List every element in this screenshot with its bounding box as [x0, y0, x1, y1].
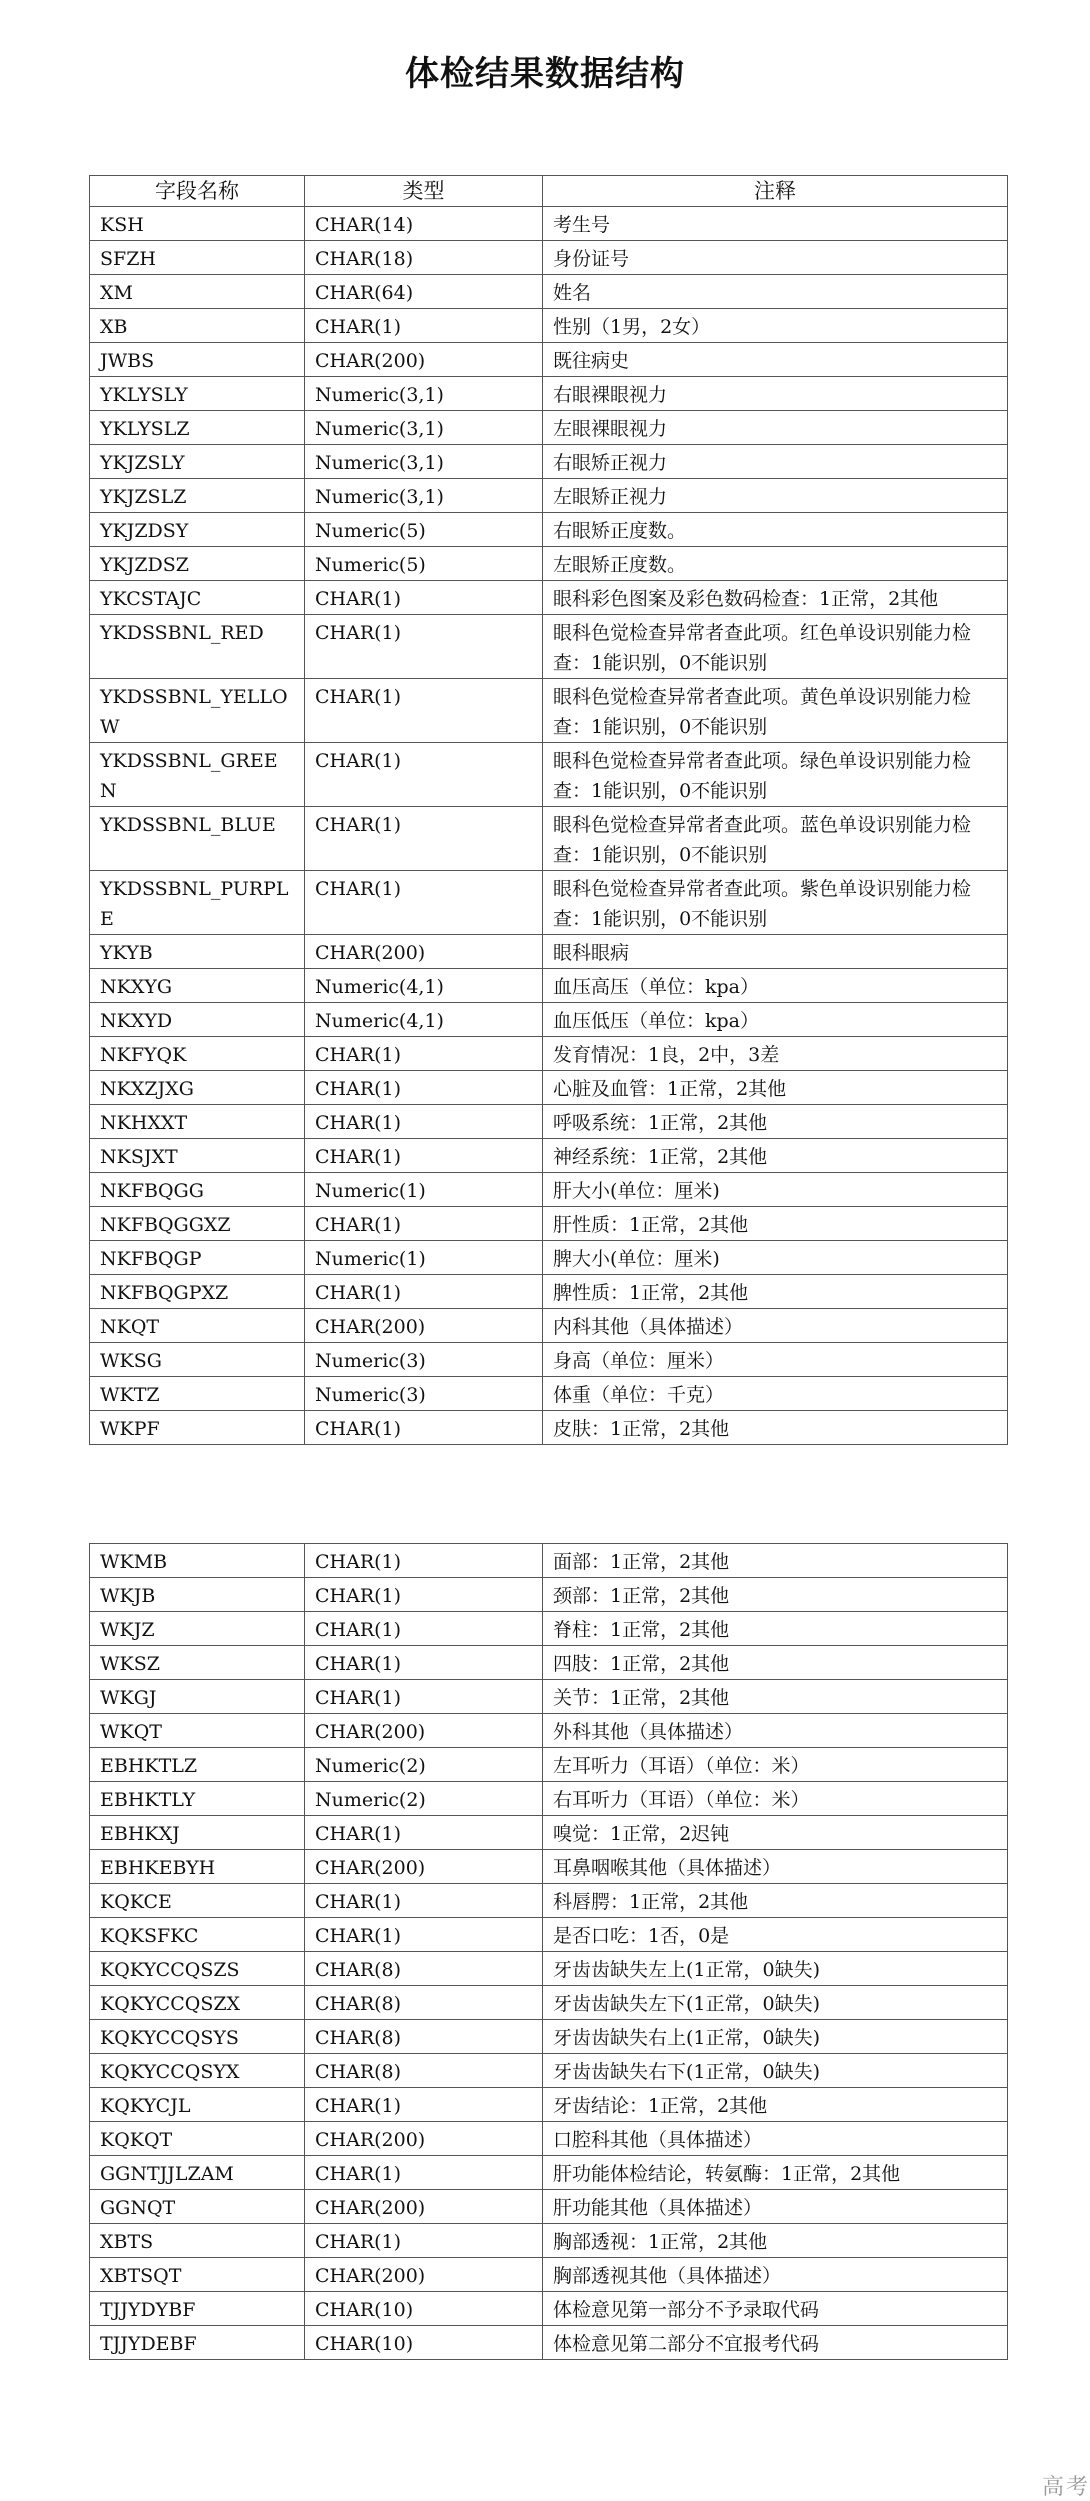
type-cell: CHAR(200): [305, 2258, 543, 2292]
field-name-cell: NKHXXT: [90, 1105, 305, 1139]
field-name-cell: SFZH: [90, 241, 305, 275]
field-name-cell: WKSG: [90, 1343, 305, 1377]
note-cell: 体检意见第一部分不予录取代码: [543, 2292, 1008, 2326]
note-cell: 嗅觉：1正常，2迟钝: [543, 1816, 1008, 1850]
note-cell: 右眼裸眼视力: [543, 377, 1008, 411]
type-cell: CHAR(1): [305, 581, 543, 615]
type-cell: Numeric(3): [305, 1343, 543, 1377]
field-name-cell: KQKSFKC: [90, 1918, 305, 1952]
field-name-cell: NKXZJXG: [90, 1071, 305, 1105]
note-cell: 眼科色觉检查异常者查此项。红色单设识别能力检查：1能识别，0不能识别: [543, 615, 1008, 679]
field-name-cell: YKDSSBNL_BLUE: [90, 807, 305, 871]
type-cell: CHAR(1): [305, 1918, 543, 1952]
table-row: [90, 1748, 1008, 1782]
note-cell: 脾性质：1正常，2其他: [543, 1275, 1008, 1309]
table-row: [90, 1578, 1008, 1612]
type-cell: CHAR(200): [305, 2122, 543, 2156]
table-row: [90, 1207, 1008, 1241]
note-cell: 皮肤：1正常，2其他: [543, 1411, 1008, 1445]
type-cell: Numeric(3,1): [305, 411, 543, 445]
table-row: [90, 1918, 1008, 1952]
note-cell: 血压高压（单位：kpa）: [543, 969, 1008, 1003]
table-row: [90, 2190, 1008, 2224]
note-cell: 性别（1男，2女）: [543, 309, 1008, 343]
watermark-text: 高考: [1041, 2475, 1090, 2500]
type-cell: Numeric(3): [305, 1377, 543, 1411]
type-cell: CHAR(8): [305, 1986, 543, 2020]
table-row: [90, 411, 1008, 445]
field-name-cell: KSH: [90, 207, 305, 241]
field-name-cell: GGNQT: [90, 2190, 305, 2224]
note-cell: 四肢：1正常，2其他: [543, 1646, 1008, 1680]
field-name-cell: WKJZ: [90, 1612, 305, 1646]
type-cell: Numeric(2): [305, 1782, 543, 1816]
note-cell: 右耳听力（耳语）（单位：米）: [543, 1782, 1008, 1816]
note-cell: 左耳听力（耳语）（单位：米）: [543, 1748, 1008, 1782]
field-name-cell: NKFBQGGXZ: [90, 1207, 305, 1241]
type-cell: CHAR(1): [305, 615, 543, 679]
data-structure-table-continued: [89, 1543, 1008, 2360]
field-name-cell: YKDSSBNL_GREEN: [90, 743, 305, 807]
type-cell: Numeric(2): [305, 1748, 543, 1782]
type-cell: CHAR(200): [305, 1850, 543, 1884]
table-row: [90, 935, 1008, 969]
field-name-cell: YKJZSLY: [90, 445, 305, 479]
field-name-cell: YKLYSLZ: [90, 411, 305, 445]
note-cell: 眼科色觉检查异常者查此项。黄色单设识别能力检查：1能识别，0不能识别: [543, 679, 1008, 743]
type-cell: Numeric(5): [305, 547, 543, 581]
field-name-cell: TJJYDEBF: [90, 2326, 305, 2360]
type-cell: CHAR(1): [305, 1037, 543, 1071]
type-cell: Numeric(5): [305, 513, 543, 547]
type-cell: CHAR(1): [305, 2224, 543, 2258]
header-field-name: 字段名称: [90, 176, 305, 207]
field-name-cell: YKJZDSY: [90, 513, 305, 547]
table-row: [90, 2224, 1008, 2258]
type-cell: CHAR(1): [305, 1680, 543, 1714]
table-row: [90, 1680, 1008, 1714]
table-row: [90, 1037, 1008, 1071]
note-cell: 肝功能其他（具体描述）: [543, 2190, 1008, 2224]
type-cell: CHAR(8): [305, 2020, 543, 2054]
note-cell: 牙齿结论：1正常，2其他: [543, 2088, 1008, 2122]
type-cell: CHAR(1): [305, 1816, 543, 1850]
type-cell: CHAR(1): [305, 1139, 543, 1173]
table-row: [90, 1850, 1008, 1884]
type-cell: Numeric(4,1): [305, 1003, 543, 1037]
field-name-cell: XB: [90, 309, 305, 343]
note-cell: 血压低压（单位：kpa）: [543, 1003, 1008, 1037]
type-cell: CHAR(1): [305, 2088, 543, 2122]
field-name-cell: YKDSSBNL_RED: [90, 615, 305, 679]
note-cell: 左眼矫正度数。: [543, 547, 1008, 581]
note-cell: 眼科彩色图案及彩色数码检查：1正常，2其他: [543, 581, 1008, 615]
type-cell: CHAR(8): [305, 1952, 543, 1986]
table-row: [90, 275, 1008, 309]
type-cell: CHAR(1): [305, 679, 543, 743]
note-cell: 身高（单位：厘米）: [543, 1343, 1008, 1377]
note-cell: 左眼裸眼视力: [543, 411, 1008, 445]
table-row: [90, 2258, 1008, 2292]
note-cell: 脊柱：1正常，2其他: [543, 1612, 1008, 1646]
table-row: [90, 1952, 1008, 1986]
field-name-cell: YKYB: [90, 935, 305, 969]
field-name-cell: WKGJ: [90, 1680, 305, 1714]
note-cell: 脾大小(单位：厘米): [543, 1241, 1008, 1275]
note-cell: 体重（单位：千克）: [543, 1377, 1008, 1411]
note-cell: 外科其他（具体描述）: [543, 1714, 1008, 1748]
type-cell: CHAR(1): [305, 1411, 543, 1445]
note-cell: 眼科色觉检查异常者查此项。绿色单设识别能力检查：1能识别，0不能识别: [543, 743, 1008, 807]
note-cell: 右眼矫正视力: [543, 445, 1008, 479]
note-cell: 身份证号: [543, 241, 1008, 275]
note-cell: 呼吸系统：1正常，2其他: [543, 1105, 1008, 1139]
type-cell: CHAR(200): [305, 1309, 543, 1343]
table-row: [90, 2122, 1008, 2156]
note-cell: 眼科色觉检查异常者查此项。紫色单设识别能力检查：1能识别，0不能识别: [543, 871, 1008, 935]
note-cell: 口腔科其他（具体描述）: [543, 2122, 1008, 2156]
table-row: [90, 1003, 1008, 1037]
table-row: [90, 2088, 1008, 2122]
note-cell: 胸部透视其他（具体描述）: [543, 2258, 1008, 2292]
table-row: [90, 2156, 1008, 2190]
type-cell: CHAR(1): [305, 1275, 543, 1309]
type-cell: CHAR(1): [305, 871, 543, 935]
note-cell: 眼科眼病: [543, 935, 1008, 969]
field-name-cell: WKSZ: [90, 1646, 305, 1680]
field-name-cell: NKFYQK: [90, 1037, 305, 1071]
table-row: [90, 2054, 1008, 2088]
table-row: [90, 615, 1008, 679]
type-cell: CHAR(1): [305, 1612, 543, 1646]
type-cell: Numeric(3,1): [305, 445, 543, 479]
note-cell: 内科其他（具体描述）: [543, 1309, 1008, 1343]
table-row: [90, 581, 1008, 615]
table-row: [90, 1105, 1008, 1139]
note-cell: 肝性质：1正常，2其他: [543, 1207, 1008, 1241]
table-row: [90, 969, 1008, 1003]
field-name-cell: YKCSTAJC: [90, 581, 305, 615]
type-cell: CHAR(200): [305, 343, 543, 377]
table-row: [90, 309, 1008, 343]
field-name-cell: WKJB: [90, 1578, 305, 1612]
type-cell: CHAR(18): [305, 241, 543, 275]
type-cell: Numeric(3,1): [305, 377, 543, 411]
table-row: [90, 679, 1008, 743]
note-cell: 面部：1正常，2其他: [543, 1544, 1008, 1578]
type-cell: CHAR(1): [305, 2156, 543, 2190]
note-cell: 牙齿齿缺失左上(1正常，0缺失): [543, 1952, 1008, 1986]
note-cell: 胸部透视：1正常，2其他: [543, 2224, 1008, 2258]
type-cell: CHAR(1): [305, 1105, 543, 1139]
field-name-cell: KQKCE: [90, 1884, 305, 1918]
field-name-cell: NKFBQGP: [90, 1241, 305, 1275]
page-title: 体检结果数据结构: [405, 54, 685, 94]
note-cell: 是否口吃：1否，0是: [543, 1918, 1008, 1952]
table-row: [90, 1816, 1008, 1850]
field-name-cell: KQKYCCQSZS: [90, 1952, 305, 1986]
note-cell: 考生号: [543, 207, 1008, 241]
field-name-cell: NKXYD: [90, 1003, 305, 1037]
field-name-cell: XBTSQT: [90, 2258, 305, 2292]
note-cell: 耳鼻咽喉其他（具体描述）: [543, 1850, 1008, 1884]
field-name-cell: XBTS: [90, 2224, 305, 2258]
field-name-cell: EBHKXJ: [90, 1816, 305, 1850]
table-row: [90, 479, 1008, 513]
type-cell: CHAR(8): [305, 2054, 543, 2088]
field-name-cell: YKDSSBNL_YELLOW: [90, 679, 305, 743]
note-cell: 心脏及血管：1正常，2其他: [543, 1071, 1008, 1105]
note-cell: 肝大小(单位：厘米): [543, 1173, 1008, 1207]
field-name-cell: TJJYDYBF: [90, 2292, 305, 2326]
type-cell: CHAR(10): [305, 2292, 543, 2326]
table-row: [90, 871, 1008, 935]
table-row: [90, 241, 1008, 275]
type-cell: Numeric(1): [305, 1173, 543, 1207]
type-cell: CHAR(1): [305, 1071, 543, 1105]
field-name-cell: WKMB: [90, 1544, 305, 1578]
note-cell: 牙齿齿缺失左下(1正常，0缺失): [543, 1986, 1008, 2020]
type-cell: CHAR(1): [305, 743, 543, 807]
table-row: [90, 445, 1008, 479]
field-name-cell: NKXYG: [90, 969, 305, 1003]
table-row: [90, 1071, 1008, 1105]
table-row: [90, 2326, 1008, 2360]
table-row: [90, 1241, 1008, 1275]
type-cell: CHAR(200): [305, 935, 543, 969]
table-row: [90, 807, 1008, 871]
field-name-cell: KQKQT: [90, 2122, 305, 2156]
note-cell: 关节：1正常，2其他: [543, 1680, 1008, 1714]
type-cell: CHAR(1): [305, 309, 543, 343]
type-cell: Numeric(4,1): [305, 969, 543, 1003]
note-cell: 牙齿齿缺失右上(1正常，0缺失): [543, 2020, 1008, 2054]
table-row: [90, 547, 1008, 581]
table-row: [90, 1884, 1008, 1918]
type-cell: Numeric(1): [305, 1241, 543, 1275]
table-row: [90, 743, 1008, 807]
field-name-cell: NKFBQGG: [90, 1173, 305, 1207]
note-cell: 体检意见第二部分不宜报考代码: [543, 2326, 1008, 2360]
note-cell: 左眼矫正视力: [543, 479, 1008, 513]
table-row: [90, 1173, 1008, 1207]
field-name-cell: EBHKTLY: [90, 1782, 305, 1816]
table-row: [90, 1377, 1008, 1411]
type-cell: CHAR(200): [305, 2190, 543, 2224]
table-row: [90, 1309, 1008, 1343]
table-row: [90, 2292, 1008, 2326]
table-row: [90, 1714, 1008, 1748]
table-row: [90, 513, 1008, 547]
field-name-cell: KQKYCCQSYX: [90, 2054, 305, 2088]
table-row: [90, 1986, 1008, 2020]
note-cell: 眼科色觉检查异常者查此项。蓝色单设识别能力检查：1能识别，0不能识别: [543, 807, 1008, 871]
note-cell: 肝功能体检结论，转氨酶：1正常，2其他: [543, 2156, 1008, 2190]
note-cell: 右眼矫正度数。: [543, 513, 1008, 547]
table-row: [90, 207, 1008, 241]
note-cell: 神经系统：1正常，2其他: [543, 1139, 1008, 1173]
field-name-cell: EBHKTLZ: [90, 1748, 305, 1782]
header-type: 类型: [305, 176, 543, 207]
note-cell: 发育情况：1良，2中，3差: [543, 1037, 1008, 1071]
table-row: [90, 1343, 1008, 1377]
field-name-cell: YKJZDSZ: [90, 547, 305, 581]
field-name-cell: EBHKEBYH: [90, 1850, 305, 1884]
field-name-cell: KQKYCJL: [90, 2088, 305, 2122]
field-name-cell: WKQT: [90, 1714, 305, 1748]
field-name-cell: YKJZSLZ: [90, 479, 305, 513]
field-name-cell: WKTZ: [90, 1377, 305, 1411]
type-cell: CHAR(1): [305, 1884, 543, 1918]
field-name-cell: KQKYCCQSYS: [90, 2020, 305, 2054]
type-cell: CHAR(64): [305, 275, 543, 309]
field-name-cell: GGNTJJLZAM: [90, 2156, 305, 2190]
field-name-cell: WKPF: [90, 1411, 305, 1445]
table-row: [90, 1782, 1008, 1816]
table-row: [90, 1275, 1008, 1309]
data-structure-table: [89, 175, 1008, 1445]
type-cell: CHAR(1): [305, 1646, 543, 1680]
field-name-cell: YKDSSBNL_PURPLE: [90, 871, 305, 935]
type-cell: CHAR(200): [305, 1714, 543, 1748]
header-note: 注释: [543, 176, 1008, 207]
note-cell: 牙齿齿缺失右下(1正常，0缺失): [543, 2054, 1008, 2088]
field-name-cell: NKFBQGPXZ: [90, 1275, 305, 1309]
field-name-cell: KQKYCCQSZX: [90, 1986, 305, 2020]
table-row: [90, 1646, 1008, 1680]
type-cell: Numeric(3,1): [305, 479, 543, 513]
field-name-cell: XM: [90, 275, 305, 309]
table-row: [90, 377, 1008, 411]
type-cell: CHAR(1): [305, 1207, 543, 1241]
note-cell: 科唇腭：1正常，2其他: [543, 1884, 1008, 1918]
type-cell: CHAR(1): [305, 1578, 543, 1612]
field-name-cell: JWBS: [90, 343, 305, 377]
field-name-cell: YKLYSLY: [90, 377, 305, 411]
field-name-cell: NKQT: [90, 1309, 305, 1343]
note-cell: 既往病史: [543, 343, 1008, 377]
type-cell: CHAR(14): [305, 207, 543, 241]
type-cell: CHAR(1): [305, 807, 543, 871]
table-header-row: [90, 176, 1008, 207]
note-cell: 颈部：1正常，2其他: [543, 1578, 1008, 1612]
table-row: [90, 1612, 1008, 1646]
note-cell: 姓名: [543, 275, 1008, 309]
table-row: [90, 1139, 1008, 1173]
type-cell: CHAR(1): [305, 1544, 543, 1578]
field-name-cell: NKSJXT: [90, 1139, 305, 1173]
table-row: [90, 343, 1008, 377]
table-row: [90, 1411, 1008, 1445]
table-row: [90, 2020, 1008, 2054]
table-row: [90, 1544, 1008, 1578]
type-cell: CHAR(10): [305, 2326, 543, 2360]
